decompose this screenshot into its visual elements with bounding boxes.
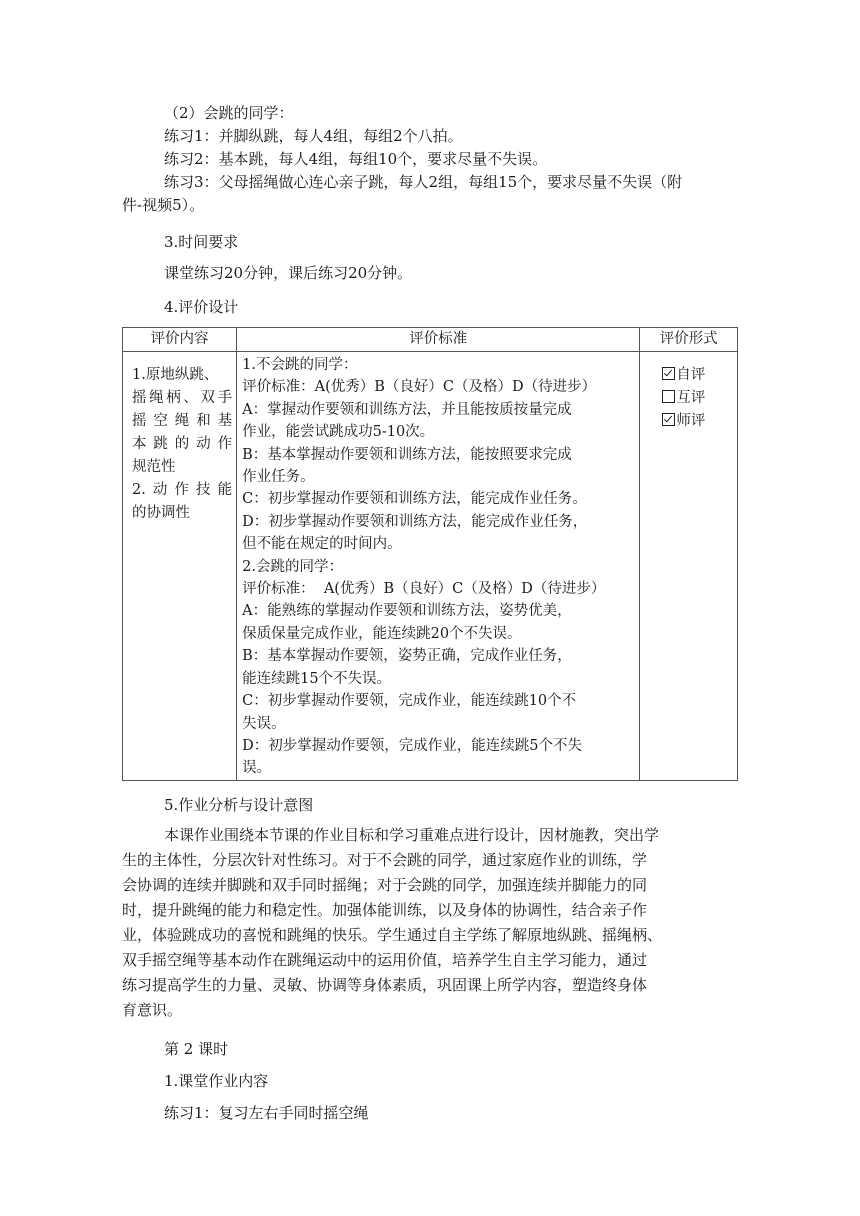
standard-line: 2.会跳的同学：: [242, 558, 343, 575]
standard-line: C：初步掌握动作要领和训练方法，能完成作业任务。: [242, 491, 587, 508]
paragraph-line: 业，体验跳成功的喜悦和跳绳的快乐。学生通过自主学练了解原地纵跳、摇绳柄、: [122, 926, 663, 944]
paragraph-line: 时，提升跳绳的能力和稳定性。加强体能训练，以及身体的协调性，结合亲子作: [122, 901, 648, 919]
standard-line: D：初步掌握动作要领，完成作业，能连续跳5个不失: [242, 737, 582, 754]
standard-line: 评价标准：A(优秀）B（良好）C（及格）D（待进步）: [242, 379, 597, 396]
form-option-teacher: [662, 410, 737, 433]
form-option-label: 互评: [676, 390, 706, 406]
header-eval-content: 评价内容: [123, 328, 237, 352]
form-option-peer: [662, 387, 737, 410]
lesson-heading: 第 2 课时: [164, 1040, 229, 1058]
content-line: 摇绳柄、双手: [132, 390, 233, 406]
content-line: 摇空绳和基: [132, 413, 233, 429]
exercise-1-text: 练习1：并脚纵跳，每人4组，每组2个八拍。: [164, 127, 463, 145]
paragraph-line: 会协调的连续并脚跳和双手同时摇绳；对于会跳的同学，加强连续并脚能力的同: [122, 876, 648, 894]
content-line: 规范性: [132, 459, 176, 475]
form-option-label: 自评: [676, 367, 706, 383]
form-option-self: [662, 364, 737, 387]
form-option-label: 师评: [676, 413, 706, 429]
evaluation-table: [122, 327, 738, 781]
standard-line: 评价标准： A(优秀）B（良好）C（及格）D（待进步）: [242, 581, 606, 598]
eval-content-cell: [123, 352, 237, 781]
analysis-paragraph: [122, 823, 738, 1023]
standard-line: 能连续跳15个不失误。: [242, 670, 392, 687]
paragraph-line: 练习提高学生的力量、灵敏、协调等身体素质，巩固课上所学内容，塑造终身体: [122, 976, 648, 994]
standard-line: A：掌握动作要领和训练方法，并且能按质按量完成: [242, 401, 572, 418]
table-row: [123, 352, 738, 781]
unchecked-box-icon: [662, 390, 675, 403]
standard-line: D：初步掌握动作要领和训练方法，能完成作业任务，: [242, 513, 588, 530]
heading-evaluation-design: 4.评价设计: [164, 298, 239, 316]
content-line: 的协调性: [132, 505, 190, 521]
exercise-2-text: 练习2：基本跳，每人4组，每组10个，要求尽量不失误。: [164, 150, 548, 168]
lesson2-exercise-1: 练习1：复习左右手同时摇空绳: [164, 1104, 369, 1122]
standard-line: 误。: [242, 760, 272, 777]
content-line: 本跳的动作: [132, 436, 233, 452]
standard-line: 作业，能尝试跳成功5-10次。: [242, 424, 435, 441]
eval-form-cell: [640, 352, 738, 781]
standard-line: C：初步掌握动作要领，完成作业，能连续跳10个不: [242, 693, 577, 710]
paragraph-line: 本课作业围绕本节课的作业目标和学习重难点进行设计，因材施教，突出学: [164, 826, 660, 844]
standard-line: 失误。: [242, 715, 286, 732]
standard-line: 但不能在规定的时间内。: [242, 536, 402, 553]
time-requirement-text: 课堂练习20分钟，课后练习20分钟。: [164, 264, 413, 282]
checked-box-icon: [662, 413, 675, 426]
heading-class-homework: 1.课堂作业内容: [164, 1072, 269, 1090]
paragraph-line: 生的主体性，分层次针对性练习。对于不会跳的同学，通过家庭作业的训练，学: [122, 851, 648, 869]
header-eval-standard: 评价标准: [237, 328, 640, 352]
content-line: 2.动作技能: [132, 482, 233, 498]
eval-standard-cell: [237, 352, 640, 781]
checked-box-icon: [662, 367, 675, 380]
exercise-3-text-line1: 练习3：父母摇绳做心连心亲子跳，每人2组，每组15个，要求尽量不失误（附: [164, 173, 683, 191]
section-heading-can-jump: （2）会跳的同学：: [164, 104, 294, 122]
standard-line: B：基本掌握动作要领，姿势正确，完成作业任务，: [242, 648, 572, 665]
standard-line: 作业任务。: [242, 469, 315, 486]
standard-line: A：能熟练的掌握动作要领和训练方法，姿势优美，: [242, 603, 572, 620]
standard-line: 保质保量完成作业，能连续跳20个不失误。: [242, 625, 522, 642]
heading-time-requirement: 3.时间要求: [164, 233, 239, 251]
table-header-row: [123, 328, 738, 352]
standard-line: 1.不会跳的同学：: [242, 357, 358, 373]
paragraph-line: 双手摇空绳等基本动作在跳绳运动中的运用价值，培养学生自主学习能力，通过: [122, 951, 648, 969]
exercise-3-text-line2: 件-视频5）。: [122, 196, 205, 214]
paragraph-line: 育意识。: [122, 1001, 183, 1019]
header-eval-form: 评价形式: [640, 328, 738, 352]
heading-analysis: 5.作业分析与设计意图: [164, 796, 314, 814]
standard-line: B：基本掌握动作要领和训练方法，能按照要求完成: [242, 446, 572, 463]
content-line: 1.原地纵跳、: [132, 367, 219, 383]
